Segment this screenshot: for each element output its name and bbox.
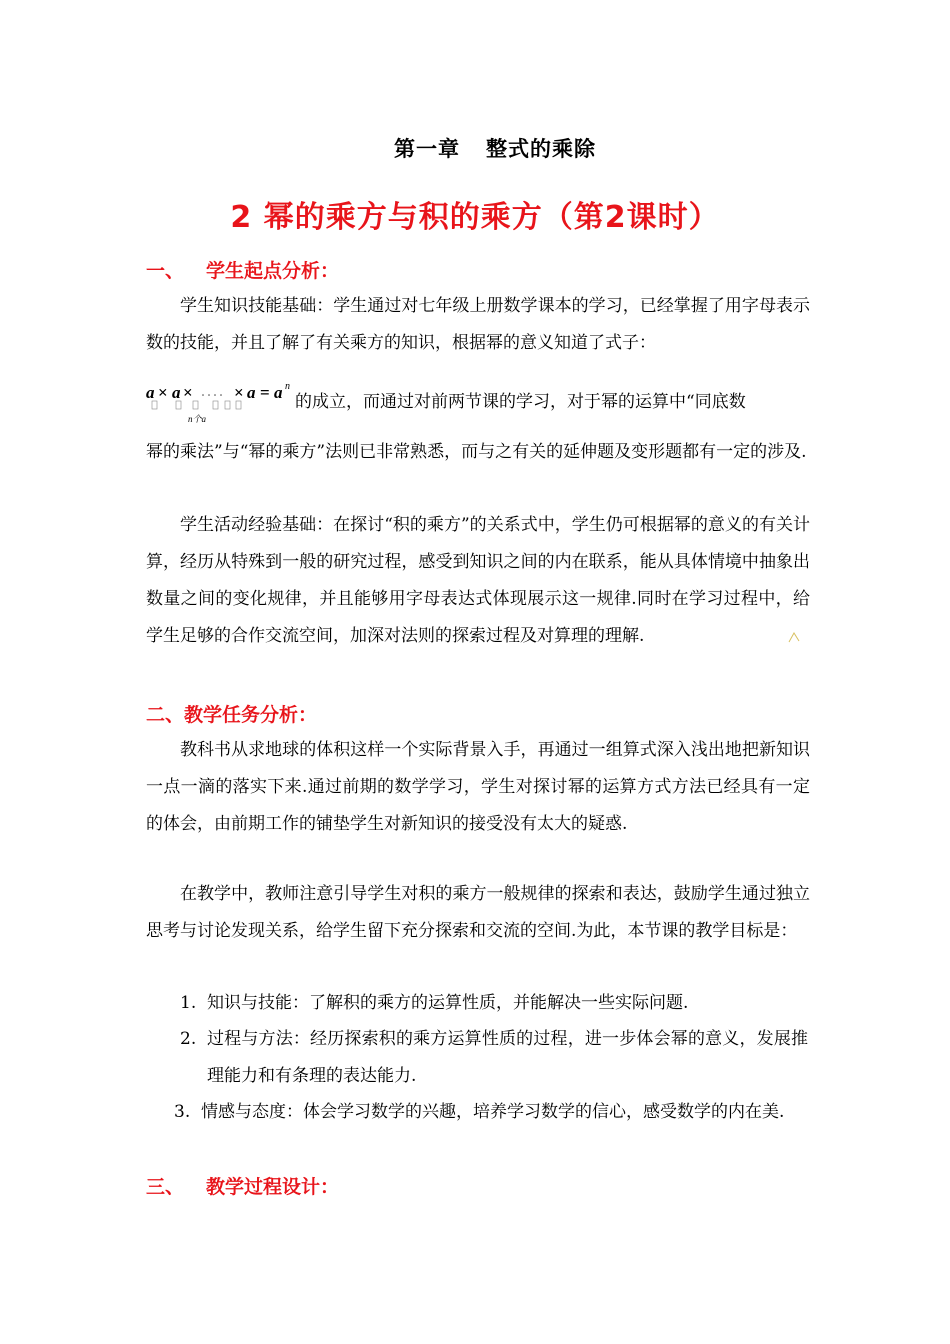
- objective-number-2: 2.: [180, 1029, 197, 1049]
- chapter-name: 整式的乘除: [486, 137, 596, 161]
- section-heading-3: [146, 1172, 339, 1199]
- formula-term-a3: a: [247, 383, 256, 402]
- objective-number-1: 1.: [180, 993, 197, 1013]
- lesson-title: 2 幂的乘方与积的乘方（第2课时）: [230, 200, 720, 235]
- paragraph-task-analysis: 教科书从求地球的体积这样一个实际背景入手，再通过一组算式深入浅出地把新知识一点一滴的落实下来.通过前期的数学学习，学生对探讨幂的运算方式方法已经具有一定的体会，由前期工作的铺垫学生对新知识的接受没有太大的疑惑.: [146, 740, 810, 834]
- section-title-1: 学生起点分析：: [206, 260, 340, 282]
- formula-equals: =: [260, 383, 270, 402]
- chapter-heading: [0, 133, 950, 163]
- paragraph-knowledge-basis-tail: 幂的乘法”与“幂的乘方”法则已非常熟悉，而与之有关的延伸题及变形题都有一定的涉及.: [146, 442, 807, 462]
- formula-underbrace-label: n个a: [188, 414, 207, 424]
- paragraph-knowledge-basis-cont: 的成立，而通过对前两节课的学习，对于幂的运算中“同底数: [295, 392, 746, 412]
- objective-text-2: 过程与方法：经历探索积的乘方运算性质的过程，进一步体会幂的意义，发展推理能力和有条理的表达能力.: [207, 1029, 808, 1086]
- section-number-3: 三、: [146, 1176, 185, 1198]
- objective-text-3: 情感与态度：体会学习数学的兴趣，培养学习数学的信心，感受数学的内在美.: [201, 1102, 785, 1122]
- formula-exponent: n: [285, 381, 290, 392]
- section-title-3: 教学过程设计：: [206, 1176, 340, 1198]
- paragraph-teaching-goal-intro: 在教学中，教师注意引导学生对积的乘方一般规律的探索和表达，鼓励学生通过独立思考与讨论发现关系，给学生留下充分探索和交流的空间.为此，本节课的教学目标是：: [146, 884, 810, 941]
- formula-line: [146, 381, 810, 424]
- objective-text-1: 知识与技能：了解积的乘方的运算性质，并能解决一些实际问题.: [207, 993, 689, 1013]
- section-heading-2: 二、教学任务分析：: [146, 704, 318, 726]
- chapter-label: 第一章: [394, 137, 460, 161]
- formula-term-a1: a: [146, 383, 155, 402]
- annotation-mark-icon: [787, 630, 801, 644]
- paragraph-activity-basis: 学生活动经验基础：在探讨“积的乘方”的关系式中，学生仍可根据幂的意义的有关计算，经历从特殊到一般的研究过程，感受到知识之间的内在联系，能从具体情境中抽象出数量之间的变化规律，并且能够用字母表达式体现展示这一规律.同时在学习过程中，给学生足够的合作交流空间，加深对法则的探索过程及对算理的理解.: [146, 515, 810, 646]
- power-definition-formula: [146, 381, 296, 425]
- paragraph-knowledge-basis: 学生知识技能基础：学生通过对七年级上册数学课本的学习，已经掌握了用字母表示数的技能，并且了解了有关乘方的知识，根据幂的意义知道了式子：: [146, 296, 810, 353]
- section-number-1: 一、: [146, 260, 185, 282]
- formula-result-a: a: [274, 383, 283, 402]
- formula-times-3: ×: [234, 383, 244, 402]
- formula-term-a2: a: [172, 383, 181, 402]
- formula-times-1: ×: [158, 383, 168, 402]
- section-heading-1: [146, 256, 339, 283]
- objective-number-3: 3.: [174, 1102, 191, 1122]
- formula-times-2: ×: [183, 383, 193, 402]
